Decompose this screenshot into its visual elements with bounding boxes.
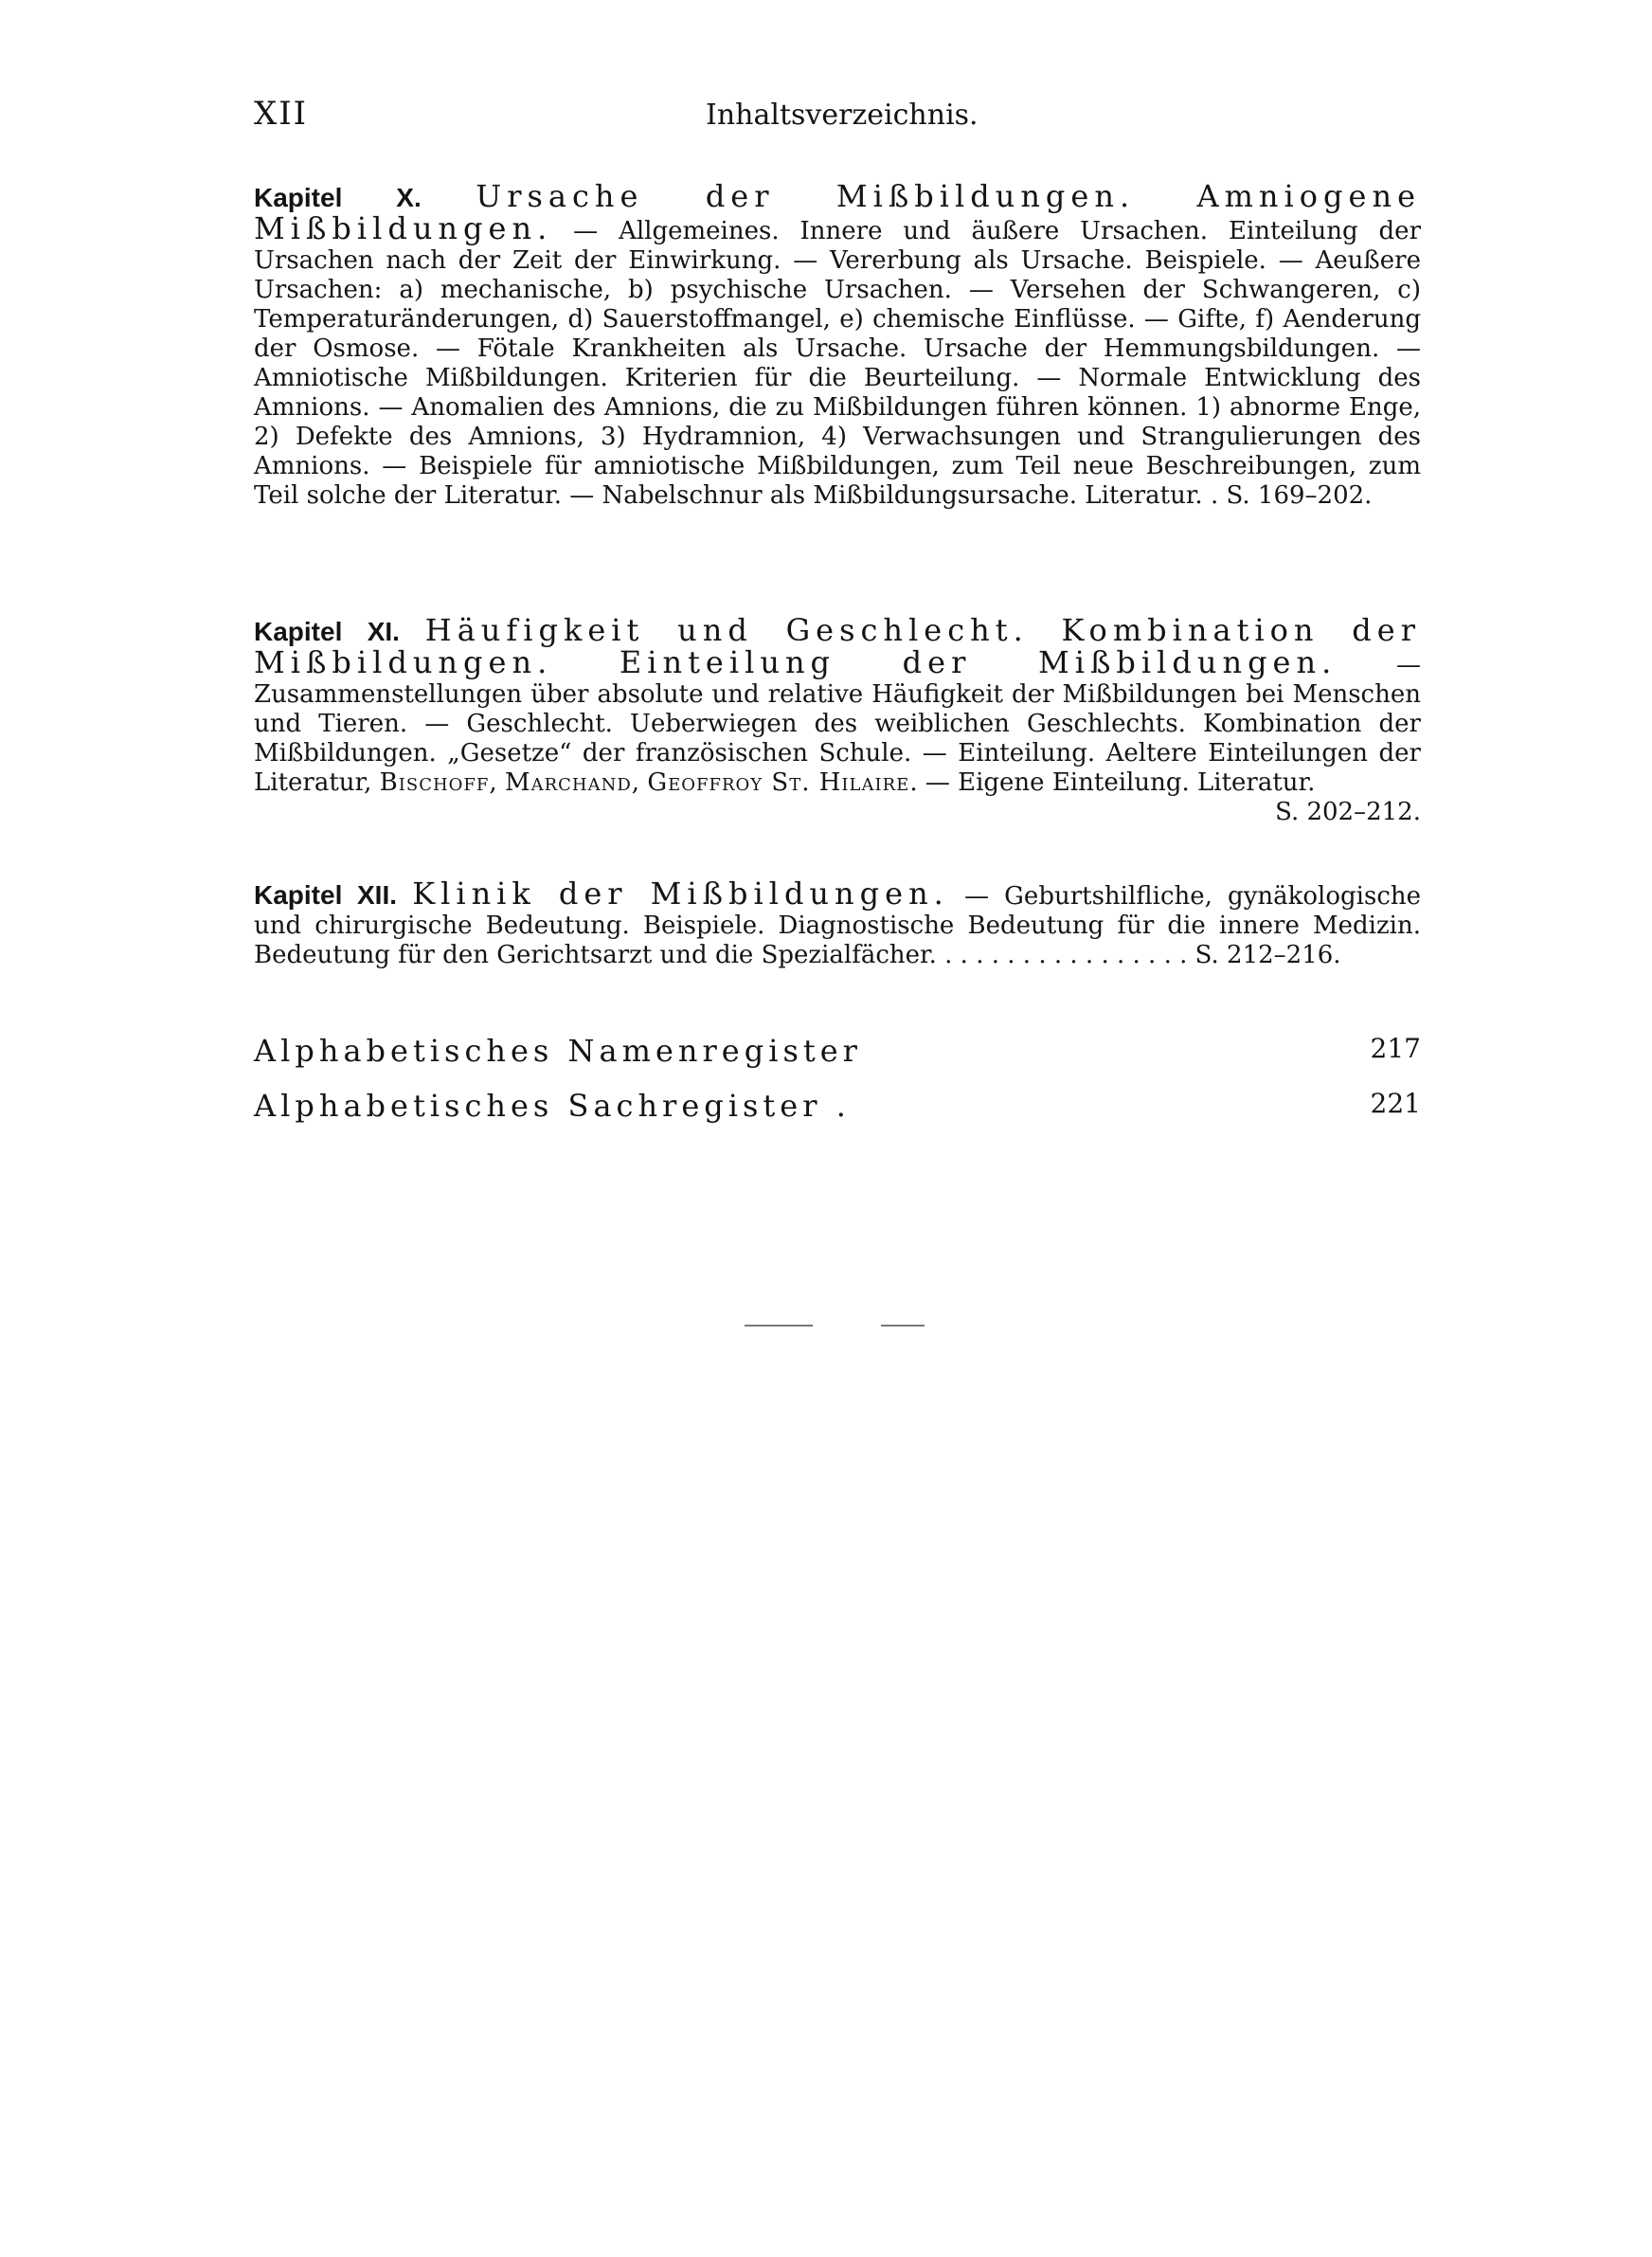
dot-leader: . . . . . . . . . . . . . . . . — [936, 941, 1195, 969]
chapter-pages: S. 212–216. — [1194, 941, 1341, 969]
author-name: Geoffroy St. Hilaire — [647, 768, 910, 797]
end-rule — [745, 1325, 813, 1327]
author-name: Marchand — [504, 768, 632, 797]
chapter-pages: . S. 169–202. — [1210, 481, 1373, 510]
register-entry-subjects — [254, 1088, 1421, 1124]
chapter-title: Ursache der Mißbildungen. Amniogene Mißbildungen. — [254, 178, 1422, 246]
chapter-pages: S. 202–212. — [1275, 798, 1421, 826]
running-head: Inhaltsverzeichnis. — [706, 99, 979, 132]
page-number: XII — [254, 95, 309, 133]
chapter-label: Kapitel X. — [254, 183, 422, 212]
chapter-title: Häufigkeit und Geschlecht. Kombination der Mißbildungen. Einteilung der Mißbildungen. — [254, 612, 1422, 680]
register-label: Alphabetisches Namenregister — [254, 1033, 862, 1069]
chapter-summary: — Allgemeines. Innere und äußere Ursachen. Einteilung der Ursachen nach der Zeit der Einwirkung. — Vererbung als Ursache. Beispiele. — Aeußere Ursachen: a) mechanische, b) psychische Ursachen. — Versehen der Schwangeren, c) Temperaturänderungen, d) Sauerstoffmangel, e) chemische Einflüsse. — Gifte, f) Aenderung der Osmose. — Fötale Krankheiten als Ursache. Ursache der Hemmungsbildungen. — Amniotische Mißbildungen. Kriterien für die Beurteilung. — Normale Entwicklung des Amnions. — Anomalien des Amnions, die zu Mißbildungen führen können. 1) abnorme Enge, 2) Defekte des Amnions, 3) Hydramnion, 4) Verwachsungen und Strangulierungen des Amnions. — Beispiele für amniotische Mißbildungen, zum Teil neue Beschreibungen, zum Teil solche der Literatur. — Nabelschnur als Mißbildungsursache. Literatur. — [254, 217, 1421, 510]
register-entry-names — [254, 1033, 1421, 1069]
register-page: 221 — [1370, 1088, 1421, 1119]
register-label: Alphabetisches Sachregister . — [254, 1088, 851, 1124]
author-name: Bischoff — [379, 768, 490, 797]
chapter-summary: — Zusammenstellungen über absolute und relative Häufigkeit der Mißbildungen bei Menschen und Tieren. — Geschlecht. Ueberwiegen des weiblichen Geschlechts. Kombination der Mißbildungen. „Gesetze“ der französischen Schule. — Einteilung. Aeltere Einteilungen der Literatur, — [254, 651, 1422, 797]
chapter-entry-x — [254, 178, 1422, 511]
chapter-label: Kapitel XI. — [254, 617, 400, 646]
end-rule — [881, 1325, 925, 1327]
chapter-summary-end: . — Eigene Einteilung. Literatur. — [909, 768, 1316, 797]
register-page: 217 — [1370, 1033, 1421, 1064]
chapter-title: Klinik der Mißbildungen. — [412, 876, 949, 912]
chapter-label: Kapitel XII. — [254, 880, 398, 910]
chapter-entry-xi: Kapitel XI. Häufigkeit und Geschlecht. Kombination der Mißbildungen. Einteilung der Mißbildungen. — Zusammenstellungen über absolute und relative Häufigkeit der Mißbildungen bei Menschen und Tieren. — Geschlecht. Ueberwiegen des weiblichen Geschlechts. Kombination der Mißbildungen. „Gesetze“ der französischen Schule. — Einteilung. Aeltere Einteilungen der Literatur, Bischoff, Marchand, Geoffroy St. Hilaire. — Eigene Einteilung. Literatur. S. 202–212. — [254, 612, 1422, 826]
chapter-summary: — Geburtshilfliche, gynäkologische und chirurgische Bedeutung. Beispiele. Diagnostische Bedeutung für die innere Medizin. Bedeutung für den Gerichtsarzt und die Spezialfächer. — [254, 882, 1422, 969]
chapter-entry-xii — [254, 876, 1422, 970]
